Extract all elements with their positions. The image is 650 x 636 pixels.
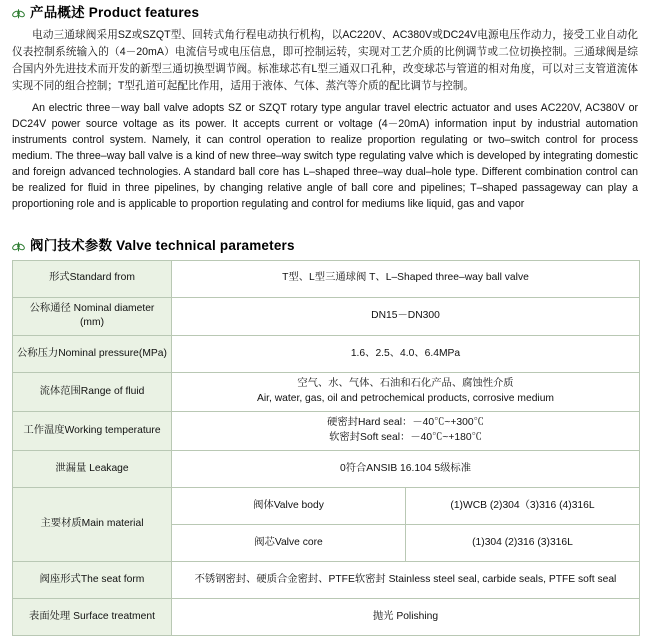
row-label: 泄漏量 Leakage — [13, 451, 172, 488]
table-row — [13, 373, 640, 412]
table-row — [13, 488, 640, 525]
row-value: 0符合ANSIB 16.104 5级标准 — [172, 451, 640, 488]
table-row — [13, 297, 640, 336]
paragraph-cn-text: 电动三通球阀采用SZ或SZQT型、回转式角行程电动执行机构，以AC220V、AC380V或DC24V电源电压作动力，接受工业自动化仪表控制系统输入的（4－20mA）电流信号或电压信息，即可控制运转，实现对工艺介质的比例调节或二位切换控制。三通球阀是综合国内外先进技术而开发的新型三通切换型调节阀。标准球芯有L型三通双口孔种，改变球芯与管道的相对角度，可以对三支管道流体实现不同的组合控制；T型孔道可起配比作用，适用于液体、气体、蒸汽等介质的配比调节与控制。 — [12, 28, 638, 93]
row-value-line-2: Air, water, gas, oil and petrochemical products, corrosive medium — [256, 393, 555, 405]
table-row — [13, 412, 640, 451]
row-value-line-2: 软密封Soft seal：－40℃~+180℃ — [329, 432, 482, 444]
valve-parameters-table — [12, 260, 640, 636]
paragraph-en-text: An electric three－way ball valve adopts SZ or SZQT rotary type angular travel electric actuator and uses AC220V, AC380V or DC24V power source voltage as its power. It accepts current or voltage (4－20mA) information input by industrial automation instruments control system. Namely, it can control operation to realize proportion regulating or two–switch control for process medium. The three–way ball valve is a kind of new three–way switch type regulating valve which is developed by integrating domestic and foreign advanced technologies. A standard ball core has L–shaped three–way dual–hole type. Different combination control can be realized for fluid in three pipelines, by changing relative angle of ball core and pipelines; T–shaped passageway can play a proportioning role and is applicable to proportion regulating and control for mediums like liquid, gas and vapor — [12, 102, 638, 210]
row-value: 1.6、2.5、4.0、6.4MPa — [172, 336, 640, 373]
row-sub-label: 阀体Valve body — [172, 488, 406, 525]
row-label: 公称压力Nominal pressure(MPa) — [13, 336, 172, 373]
row-value: (1)304 (2)316 (3)316L — [406, 525, 640, 562]
row-label: 流体范围Range of fluid — [13, 373, 172, 412]
row-label: 表面处理 Surface treatment — [13, 599, 172, 636]
row-value: T型、L型三通球阀 T、L–Shaped three–way ball valve — [172, 260, 640, 297]
row-value-line-1: 硬密封Hard seal：－40℃~+300℃ — [327, 417, 484, 429]
row-value: 不锈钢密封、硬质合金密封、PTFE软密封 Stainless steel seal, carbide seals, PTFE soft seal — [172, 562, 640, 599]
row-value — [172, 373, 640, 412]
row-value: DN15－DN300 — [172, 297, 640, 336]
row-value: 抛光 Polishing — [172, 599, 640, 636]
table-row — [13, 562, 640, 599]
row-label: 阀座形式The seat form — [13, 562, 172, 599]
table-row — [13, 451, 640, 488]
row-label: 公称通径 Nominal diameter (mm) — [13, 297, 172, 336]
row-value: (1)WCB (2)304（3)316 (4)316L — [406, 488, 640, 525]
product-features-paragraph-cn — [12, 27, 638, 96]
product-features-paragraph-en — [12, 101, 638, 212]
row-label: 形式Standard from — [13, 260, 172, 297]
row-sub-label: 阀芯Valve core — [172, 525, 406, 562]
row-value-line-1: 空气、水、气体、石油和石化产品、腐蚀性介质 — [297, 378, 514, 390]
product-features-title: 产品概述 Product features — [30, 5, 200, 20]
valve-parameters-heading — [12, 239, 640, 254]
row-label: 主要材质Main material — [13, 488, 172, 562]
valve-parameters-title: 阀门技术参数 Valve technical parameters — [30, 237, 295, 253]
table-row — [13, 336, 640, 373]
leaf-emblem-icon — [12, 240, 25, 253]
table-row — [13, 260, 640, 297]
row-label: 工作温度Working temperature — [13, 412, 172, 451]
product-features-heading — [12, 6, 640, 21]
row-value — [172, 412, 640, 451]
table-row — [13, 599, 640, 636]
leaf-emblem-icon — [12, 7, 25, 20]
